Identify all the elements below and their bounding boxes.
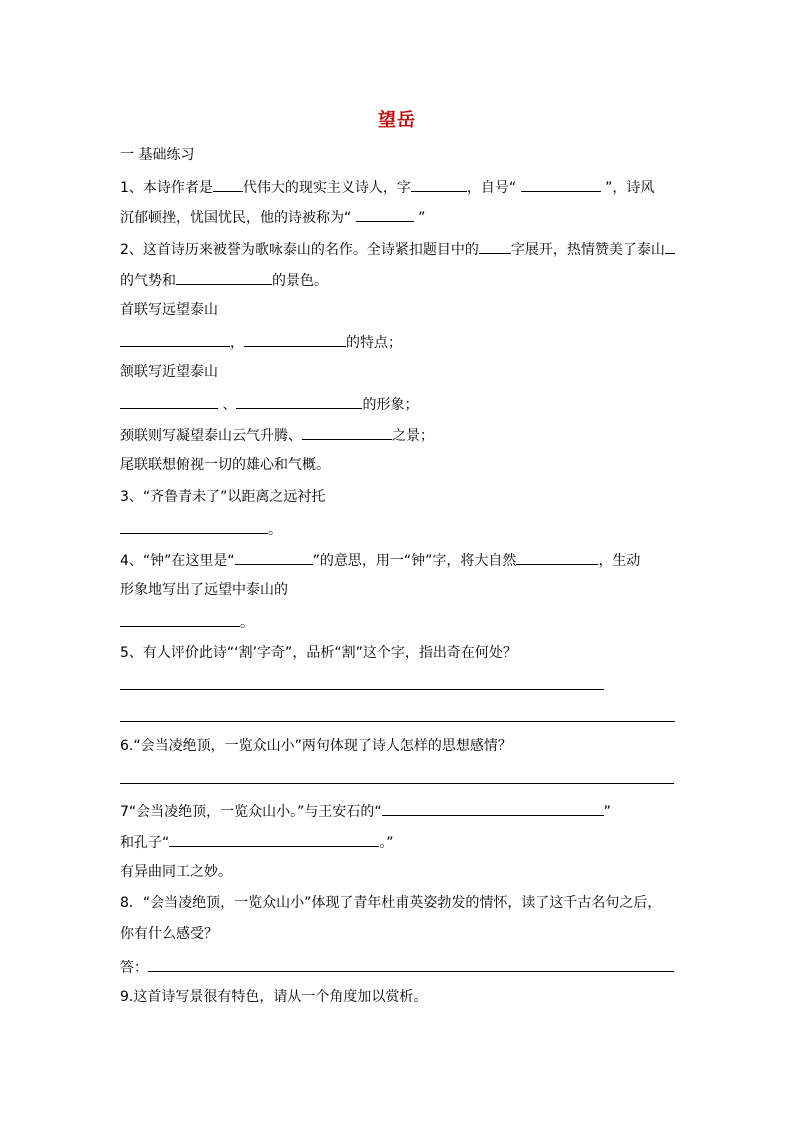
question-3-answer: 。	[120, 519, 282, 539]
question-2-line-1: 2、这首诗历来被誉为歌咏泰山的名作。全诗紧扣题目中的 字展开，热情赞美了泰山	[120, 239, 675, 259]
shoulian-text: 首联写远望泰山	[120, 302, 218, 318]
question-7-line-3: 有异曲同工之妙。	[120, 864, 232, 880]
blank-image-1[interactable]	[120, 394, 218, 409]
question-4-line-2: 形象地写出了远望中泰山的	[120, 582, 288, 598]
question-2-line-2: 的气势和 的景色。	[120, 270, 328, 290]
blank-pseudonym[interactable]	[521, 177, 601, 192]
hanlian-answer: 、 的形象；	[120, 394, 418, 414]
blank-end[interactable]	[665, 239, 675, 254]
blank-q3[interactable]	[120, 519, 268, 534]
blank-feature-1[interactable]	[120, 332, 230, 347]
page-title: 望岳	[378, 110, 416, 131]
blank-meaning[interactable]	[235, 550, 313, 565]
blank-scenery[interactable]	[176, 270, 272, 285]
question-7-line-2: 和孔子“ 。”	[120, 832, 394, 852]
blank-q8-answer[interactable]	[148, 957, 674, 972]
blank-confucius-quote[interactable]	[169, 832, 379, 847]
question-9: 9.这首诗写景很有特色，请从一个角度加以赏析。	[120, 989, 428, 1005]
question-7-line-1: 7“会当凌绝顶，一览众山小。”与王安石的“ ”	[120, 801, 611, 821]
blank-scene[interactable]	[302, 425, 392, 440]
question-8-line-1: 8．“会当凌绝顶，一览众山小”体现了青年杜甫英姿勃发的情怀，读了这千古名句之后，	[120, 895, 662, 911]
hanlian-text: 颔联写近望泰山	[120, 364, 218, 380]
question-8-answer: 答：	[120, 957, 674, 977]
blank-dynasty[interactable]	[213, 177, 243, 192]
answer-line-q6[interactable]	[120, 783, 674, 784]
question-6: 6.“会当凌绝顶，一览众山小”两句体现了诗人怎样的思想感情？	[120, 738, 512, 754]
question-4-answer: 。	[120, 612, 254, 632]
shoulian-answer: ， 的特点；	[120, 332, 402, 352]
question-5: 5、有人评价此诗“‘割’字奇”，品析“割”这个字，指出奇在何处？	[120, 645, 517, 661]
blank-q4[interactable]	[120, 612, 240, 627]
blank-wang-anshi-quote[interactable]	[382, 801, 604, 816]
blank-title[interactable]	[356, 207, 414, 222]
question-1-line-2: 沉郁顿挫，忧国忧民，他的诗被称为“ ”	[120, 207, 425, 227]
answer-line-q5-2[interactable]	[120, 721, 675, 722]
weilian-text: 尾联联想俯视一切的雄心和气概。	[120, 457, 330, 473]
answer-line-q5-1[interactable]	[120, 689, 604, 690]
blank-feature-2[interactable]	[244, 332, 346, 347]
question-4-line-1: 4、“钟”在这里是“ ”的意思，用一“钟”字，将大自然 ，生动	[120, 550, 640, 570]
section-heading: 一 基础练习	[120, 147, 195, 163]
blank-key-word[interactable]	[479, 239, 511, 254]
question-8-line-2: 你有什么感受？	[120, 926, 218, 942]
jinglian-text: 颈联则写凝望泰山云气升腾、 之景；	[120, 425, 434, 445]
question-3: 3、“齐鲁青未了”以距离之远衬托	[120, 489, 326, 505]
question-1-line-1: 1、本诗作者是 代伟大的现实主义诗人，字 ，自号“ ”，诗风	[120, 177, 654, 197]
blank-image-2[interactable]	[236, 394, 362, 409]
blank-nature[interactable]	[516, 550, 598, 565]
blank-courtesy-name[interactable]	[411, 177, 467, 192]
